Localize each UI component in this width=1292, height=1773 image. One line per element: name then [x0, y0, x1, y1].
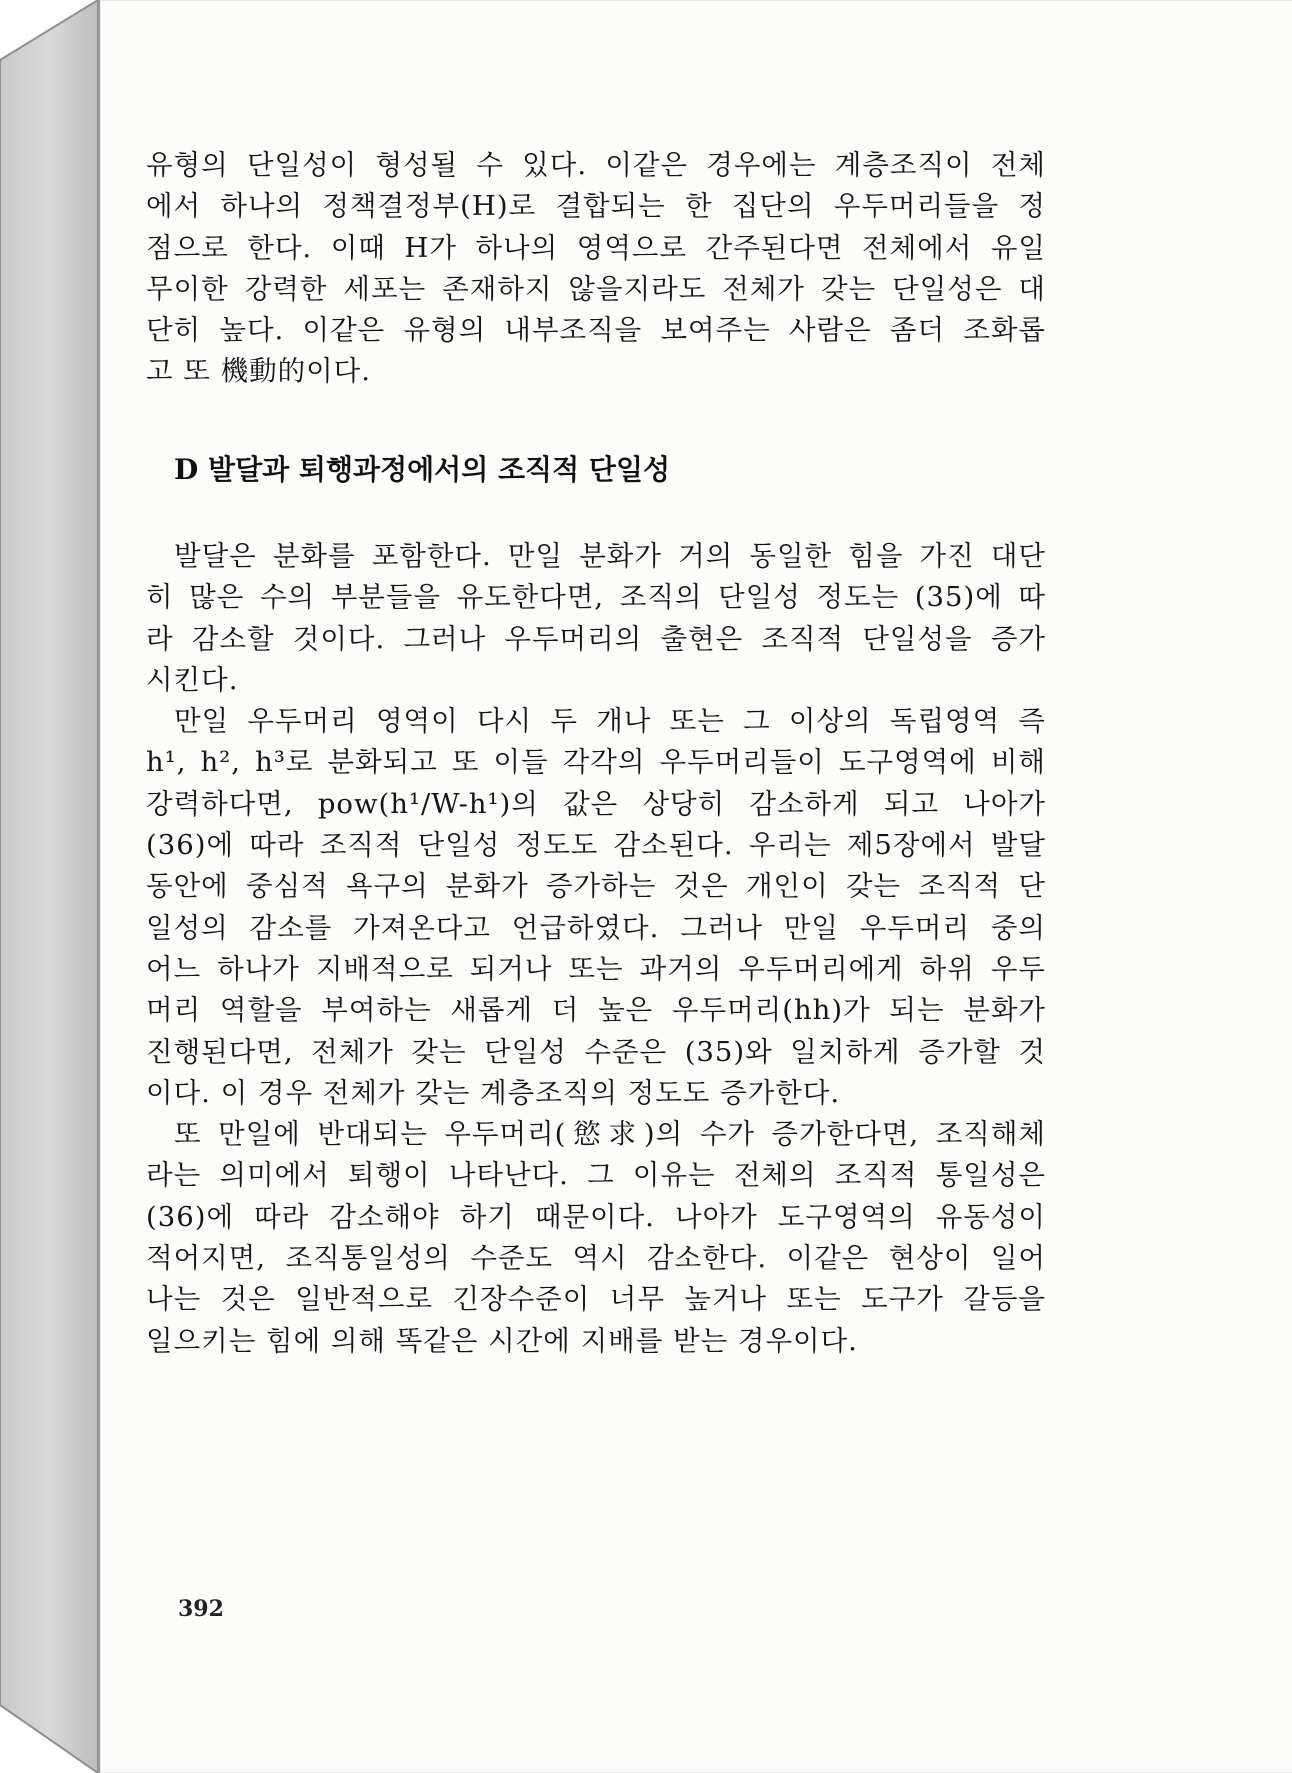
- text-line: 일성의 감소를 가져온다고 언급하였다. 그러나 만일 우두머리 중의: [146, 911, 1046, 944]
- paragraph-1: [146, 145, 1046, 393]
- text-line: 또 만일에 반대되는 우두머리(慾求)의 수가 증가한다면, 조직해체: [174, 1118, 1046, 1151]
- text-line: 나는 것은 일반적으로 긴장수준이 너무 높거나 또는 도구가 갈등을: [146, 1283, 1046, 1316]
- text-line: 진행된다면, 전체가 갖는 단일성 수준은 (35)와 일치하게 증가할 것: [146, 1035, 1046, 1068]
- text-line: 시킨다.: [146, 663, 239, 696]
- text-line: 강력하다면, pow(h¹/W-h¹)의 값은 상당히 감소하게 되고 나아가: [146, 787, 1046, 820]
- text-line: 라 감소할 것이다. 그러나 우두머리의 출현은 조직적 단일성을 증가: [146, 622, 1046, 655]
- text-line: 무이한 강력한 세포는 존재하지 않을지라도 전체가 갖는 단일성은 대: [146, 272, 1046, 305]
- text-line: 동안에 중심적 욕구의 분화가 증가하는 것은 개인이 갖는 조직적 단: [146, 870, 1046, 903]
- text-line: 고 또 機動的이다.: [146, 355, 371, 388]
- text-line: 어느 하나가 지배적으로 되거나 또는 과거의 우두머리에게 하위 우두: [146, 952, 1046, 985]
- text-line: 유형의 단일성이 형성될 수 있다. 이같은 경우에는 계층조직이 전체: [146, 149, 1046, 181]
- text-line: (36)에 따라 조직적 단일성 정도도 감소된다. 우리는 제5장에서 발달: [146, 829, 1046, 862]
- text-line: 일으키는 힘에 의해 똑같은 시간에 지배를 받는 경우이다.: [146, 1324, 858, 1357]
- body-text: [146, 536, 1046, 1362]
- text-line: 머리 역할을 부여하는 새롭게 더 높은 우두머리(hh)가 되는 분화가: [146, 994, 1046, 1027]
- text-line: 단히 높다. 이같은 유형의 내부조직을 보여주는 사람은 좀더 조화롭: [146, 314, 1046, 347]
- text-line: 에서 하나의 정책결정부(H)로 결합되는 한 집단의 우두머리들을 정: [146, 190, 1046, 223]
- text-line: 적어지면, 조직통일성의 수준도 역시 감소한다. 이같은 현상이 일어: [146, 1242, 1046, 1275]
- text-line: 점으로 한다. 이때 H가 하나의 영역으로 간주된다면 전체에서 유일: [146, 231, 1046, 264]
- text-line: 히 많은 수의 부분들을 유도한다면, 조직의 단일성 정도는 (35)에 따: [146, 581, 1046, 614]
- text-line: 이다. 이 경우 전체가 갖는 계층조직의 정도도 증가한다.: [146, 1076, 841, 1109]
- text-line: (36)에 따라 감소해야 하기 때문이다. 나아가 도구영역의 유동성이: [146, 1200, 1046, 1233]
- section-heading: D 발달과 퇴행과정에서의 조직적 단일성: [174, 453, 671, 486]
- book-spine: [0, 0, 100, 1773]
- text-line: 만일 우두머리 영역이 다시 두 개나 또는 그 이상의 독립영역 즉: [174, 705, 1046, 738]
- text-line: 라는 의미에서 퇴행이 나타난다. 그 이유는 전체의 조직적 통일성은: [146, 1159, 1046, 1192]
- text-line: 발달은 분화를 포함한다. 만일 분화가 거의 동일한 힘을 가진 대단: [174, 540, 1046, 572]
- text-line: h¹, h², h³로 분화되고 또 이들 각각의 우두머리들이 도구영역에 비해: [146, 746, 1046, 779]
- page-number: 392: [178, 1596, 224, 1622]
